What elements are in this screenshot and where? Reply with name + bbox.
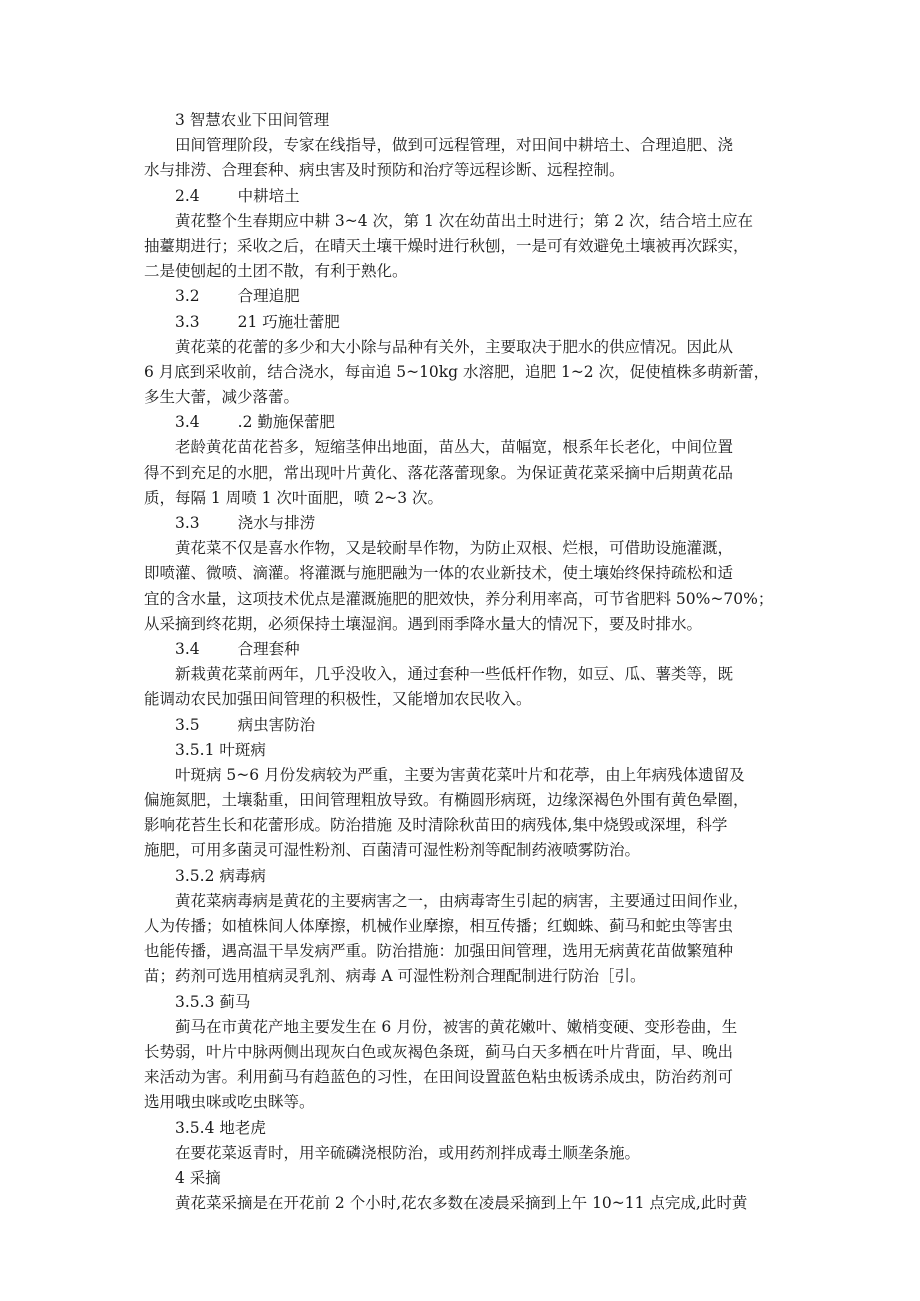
heading-title: 21 巧施壮蕾肥 (237, 312, 340, 331)
heading-number: 3.2 (175, 287, 200, 306)
paragraph-line: 施肥，可用多菌灵可湿性粉剂、百菌清可湿性粉剂等配制药液喷雾防治。 (144, 841, 641, 860)
paragraph-line: 叶斑病 5~6 月份发病较为严重，主要为害黄花菜叶片和花葶，由上年病残体遗留及 (175, 765, 745, 784)
paragraph-line: 选用哦虫咪或吃虫眯等。 (144, 1093, 315, 1112)
paragraph-line: 黄花菜病毒病是黄花的主要病害之一，由病毒寄生引起的病害，主要通过田间作业， (175, 891, 749, 910)
paragraph-line: 黄花菜采摘是在开花前 2 个小时,花农多数在凌晨采摘到上午 10~11 点完成,此时黄 (175, 1194, 748, 1213)
heading-4: 4 采摘 (175, 1168, 221, 1187)
paragraph-line: 蓟马在市黄花产地主要发生在 6 月份，被害的黄花嫩叶、嫩梢变硬、变形卷曲，生 (175, 1017, 738, 1036)
heading-title: .2 勤施保蕾肥 (237, 413, 335, 432)
paragraph-line: 二是使刨起的土团不散，有利于熟化。 (144, 262, 408, 281)
paragraph-line: 田间管理阶段，专家在线指导，做到可远程管理，对田间中耕培土、合理追肥、浇 (175, 136, 734, 155)
heading-number: 3.5 (175, 715, 200, 734)
heading-3-5-1: 3.5.1 叶斑病 (175, 740, 266, 759)
paragraph-line: 新栽黄花菜前两年，几乎没收入，通过套种一些低杆作物，如豆、瓜、薯类等，既 (175, 665, 734, 684)
paragraph-line: 宜的含水量，这项技术优点是灌溉施肥的肥效快，养分利用率高，可节省肥料 50%~70%； (144, 589, 774, 608)
heading-3-5-3: 3.5.3 蓟马 (175, 992, 251, 1011)
paragraph-line: 质，每隔 1 周喷 1 次叶面肥，喷 2~3 次。 (144, 488, 443, 507)
paragraph-line: 能调动农民加强田间管理的积极性，又能增加农民收入。 (144, 690, 532, 709)
heading-3: 3 智慧农业下田间管理 (175, 111, 330, 129)
paragraph-line: 黄花整个生春期应中耕 3~4 次，第 1 次在幼苗出土时进行；第 2 次，结合培土应在 (175, 211, 753, 230)
heading-3-4-intercropping (144, 637, 794, 662)
paragraph-line: 影响花苔生长和花蕾形成。防治措施 及时清除秋苗田的病残体,集中烧毁或深埋，科学 (144, 816, 728, 835)
paragraph-line: 得不到充足的水肥，常出现叶片黄化、落花落蕾现象。为保证黄花菜采摘中后期黄花品 (144, 463, 734, 482)
heading-number: 3.4 (175, 413, 200, 432)
paragraph-line: 抽薹期进行；采收之后，在晴天土壤干燥时进行秋刨，一是可有效避免土壤被再次踩实， (144, 236, 749, 255)
paragraph-line: 人为传播；如植株间人体摩擦，机械作业摩擦，相互传播；红蜘蛛、蓟马和蛇虫等害虫 (144, 917, 734, 935)
paragraph-line: 6 月底到采收前，结合浇水，每亩追 5~10kg 水溶肥，追肥 1~2 次，促使植株多萌新蕾， (144, 362, 770, 381)
heading-3-5-4: 3.5.4 地老虎 (175, 1118, 266, 1137)
heading-3-3 (144, 310, 794, 335)
heading-number: 3.3 (175, 514, 200, 532)
heading-number: 2.4 (175, 186, 200, 205)
paragraph-line: 老龄黄花苗花苔多，短缩茎伸出地面，苗丛大，苗幅宽，根系年长老化，中间位置 (175, 438, 734, 457)
paragraph-line: 长势弱，叶片中脉两侧出现灰白色或灰褐色条斑，蓟马白天多栖在叶片背面，早、晚出 (144, 1042, 734, 1061)
heading-number: 3.3 (175, 312, 200, 331)
heading-title: 浇水与排涝 (237, 514, 316, 532)
heading-3-5 (144, 713, 794, 738)
heading-3-3-irrigation (144, 511, 794, 536)
paragraph-line: 黄花菜不仅是喜水作物，又是较耐旱作物，为防止双根、烂根，可借助设施灌溉， (175, 539, 734, 558)
paragraph-line: 偏施氮肥，土壤黏重，田间管理粗放导致。有椭圆形病斑，边缘深褐色外围有黄色晕圈， (144, 791, 749, 810)
heading-3-4 (144, 410, 794, 435)
heading-title: 合理追肥 (237, 287, 300, 306)
paragraph-line: 也能传播，遇高温干旱发病严重。防治措施：加强田间管理，选用无病黄花苗做繁殖种 (144, 942, 734, 961)
document-page (144, 108, 794, 1216)
heading-title: 病虫害防治 (237, 715, 316, 734)
paragraph-line: 黄花菜的花蕾的多少和大小除与品种有关外，主要取决于肥水的供应情况。因此从 (175, 337, 734, 356)
paragraph-line: 在要花菜返青时，用辛硫磷浇根防治，或用药剂拌成毒土顺垄条施。 (175, 1143, 641, 1162)
heading-3-2 (144, 284, 794, 309)
heading-title: 合理套种 (237, 639, 300, 658)
heading-number: 3.4 (175, 639, 200, 658)
paragraph-line: 水与排涝、合理套种、病虫害及时预防和治疗等远程诊断、远程控制。 (144, 161, 625, 180)
paragraph-line: 苗；药剂可选用植病灵乳剂、病毒 A 可湿性粉剂合理配制进行防治［引。 (144, 967, 646, 986)
paragraph-line: 来活动为害。利用蓟马有趋蓝色的习性，在田间设置蓝色粘虫板诱杀成虫，防治药剂可 (144, 1068, 734, 1087)
paragraph-line: 多生大蕾，减少落蕾。 (144, 388, 300, 407)
paragraph-line: 从采摘到终花期，必须保持土壤湿润。遇到雨季降水量大的情况下，要及时排水。 (144, 614, 703, 633)
paragraph-line: 即喷灌、微喷、滴灌。将灌溉与施肥融为一体的农业新技术，使土壤始终保持疏松和适 (144, 564, 734, 583)
heading-title: 中耕培土 (237, 186, 300, 205)
heading-3-5-2: 3.5.2 病毒病 (175, 866, 266, 885)
heading-2-4 (144, 184, 794, 209)
